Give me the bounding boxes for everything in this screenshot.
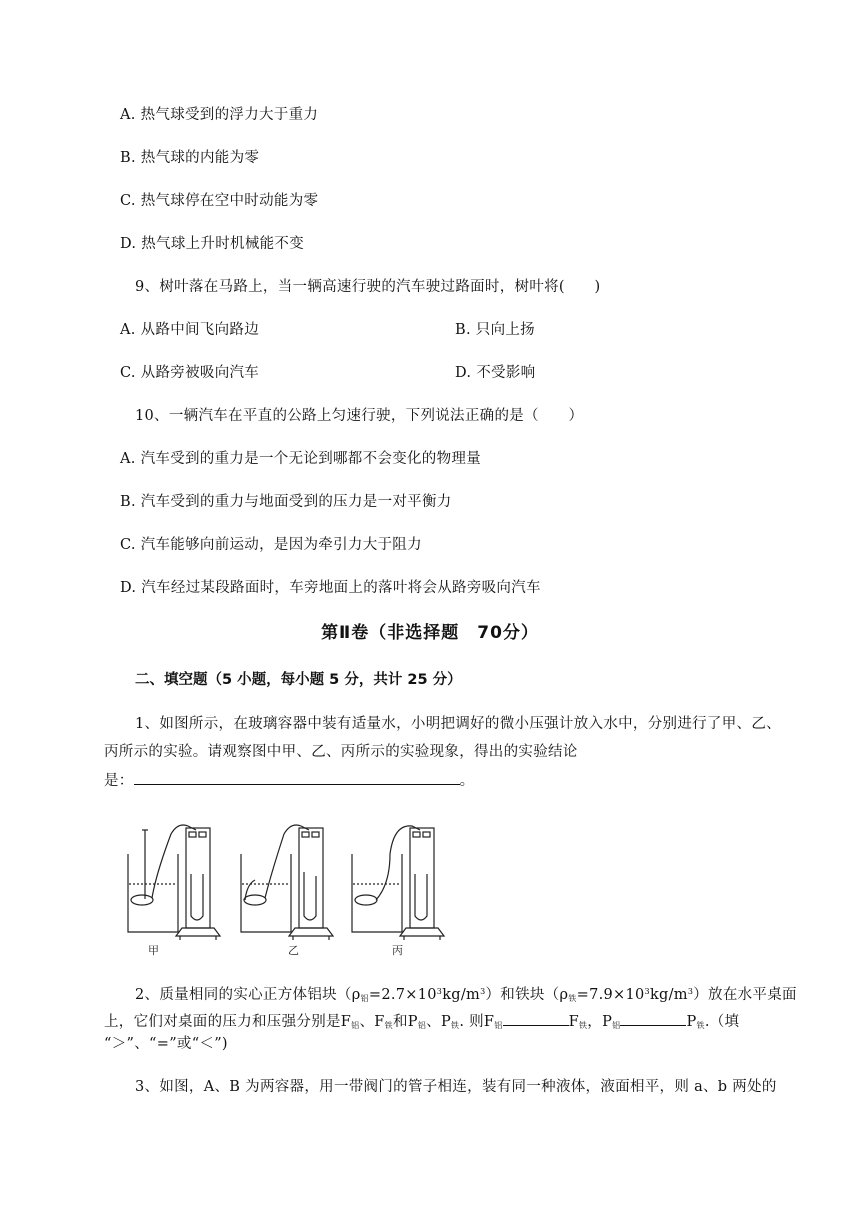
fill2-text: 2、质量相同的实心正方体铝块（ρ: [135, 987, 361, 1003]
fill2-sub: 铝: [494, 1021, 503, 1030]
fill2-sup: 3: [687, 987, 694, 996]
part-two-title: 第Ⅱ卷（非选择题 70分）: [321, 623, 539, 643]
fill2-sup: 3: [480, 987, 486, 996]
fill2-text: 上，它们对桌面的压力和压强分别是F: [104, 1014, 352, 1030]
q8-option-b: B. 热气球的内能为零: [120, 150, 260, 166]
fill3-line1: 3、如图，A、B 为两容器，用一带阀门的管子相连，装有同一种液体，液面相平，则 a、b 两处的: [135, 1079, 777, 1095]
fill2-text: kg/m: [442, 987, 481, 1003]
fill2-sub: 铝: [612, 1021, 621, 1030]
fill2-line3: “＞”、“=”或“＜”): [104, 1036, 228, 1052]
setup-yi: [241, 825, 333, 940]
section-fill-in-title: 二、填空题（5 小题，每小题 5 分，共计 25 分）: [135, 672, 462, 688]
q10-option-d: D. 汽车经过某段路面时，车旁地面上的落叶将会从路旁吸向汽车: [120, 580, 541, 596]
fill2-text: .（填: [704, 1014, 740, 1030]
fill2-blank-pressure[interactable]: [620, 1011, 686, 1026]
caption-bing: 丙: [392, 944, 403, 957]
pressure-gauge-diagram: [126, 814, 446, 960]
fill2-text: F: [568, 1014, 579, 1030]
fill2-sub: 铝: [360, 994, 369, 1003]
q10-option-b: B. 汽车受到的重力与地面受到的压力是一对平衡力: [120, 494, 452, 510]
fill2-text: kg/m: [649, 987, 688, 1003]
q9-option-a: A. 从路中间飞向路边: [120, 322, 259, 338]
fill1-line1: 1、如图所示，在玻璃容器中装有适量水，小明把调好的微小压强计放入水中，分别进行了甲、乙、: [135, 716, 781, 732]
fill2-text: ）和铁块（ρ: [485, 987, 569, 1003]
fill2-sub: 铝: [351, 1021, 360, 1030]
fill2-sub: 铁: [451, 1021, 460, 1030]
fill2-text: 、P: [426, 1014, 451, 1030]
q9-option-c: C. 从路旁被吸向汽车: [120, 365, 260, 381]
fill2-text: P: [686, 1014, 697, 1030]
fill2-text: =7.9×10: [576, 987, 645, 1003]
fill2-sub: 铁: [568, 994, 577, 1003]
q9-stem: 9、树叶落在马路上，当一辆高速行驶的汽车驶过路面时，树叶将( ): [135, 279, 601, 295]
q9-option-b: B. 只向上扬: [455, 322, 535, 338]
pressure-gauge-figure: [126, 814, 446, 960]
setup-bing: [352, 826, 444, 940]
q9-option-d: D. 不受影响: [455, 365, 536, 381]
fill1-line3: [104, 770, 474, 791]
fill1-answer-blank[interactable]: [134, 770, 460, 785]
q10-option-a: A. 汽车受到的重力是一个无论到哪都不会变化的物理量: [120, 451, 481, 467]
q8-option-d: D. 热气球上升时机械能不变: [120, 236, 305, 252]
fill2-sup: 3: [644, 987, 650, 996]
fill2-blank-force[interactable]: [503, 1011, 569, 1026]
setup-jia: [128, 825, 220, 940]
q10-stem: 10、一辆汽车在平直的公路上匀速行驶，下列说法正确的是（ ）: [135, 408, 584, 424]
fill2-line1: [135, 982, 797, 1009]
fill1-line2: 丙所示的实验。请观察图中甲、乙、丙所示的实验现象，得出的实验结论: [104, 744, 578, 760]
fill2-sub: 铁: [384, 1021, 393, 1030]
fill2-text: =2.7×10: [368, 987, 437, 1003]
fill2-sub: 铁: [696, 1021, 705, 1030]
fill2-line2: [104, 1011, 739, 1036]
fill2-sup: 3: [436, 987, 443, 996]
q8-option-a: A. 热气球受到的浮力大于重力: [120, 107, 319, 123]
caption-jia: 甲: [148, 944, 159, 957]
fill2-text: 、F: [359, 1014, 385, 1030]
fill1-suffix: 。: [459, 773, 475, 789]
fill2-text: 和P: [392, 1014, 418, 1030]
fill2-sub: 铝: [417, 1021, 427, 1030]
fill2-text: ）放在水平桌面: [693, 987, 797, 1003]
fill2-text: ，P: [587, 1014, 613, 1030]
fill2-sub: 铁: [578, 1021, 588, 1030]
caption-yi: 乙: [288, 944, 299, 957]
q10-option-c: C. 汽车能够向前运动，是因为牵引力大于阻力: [120, 537, 422, 553]
fill1-prefix: 是：: [104, 773, 134, 789]
fill2-text: . 则F: [459, 1014, 495, 1030]
q8-option-c: C. 热气球停在空中时动能为零: [120, 193, 319, 209]
